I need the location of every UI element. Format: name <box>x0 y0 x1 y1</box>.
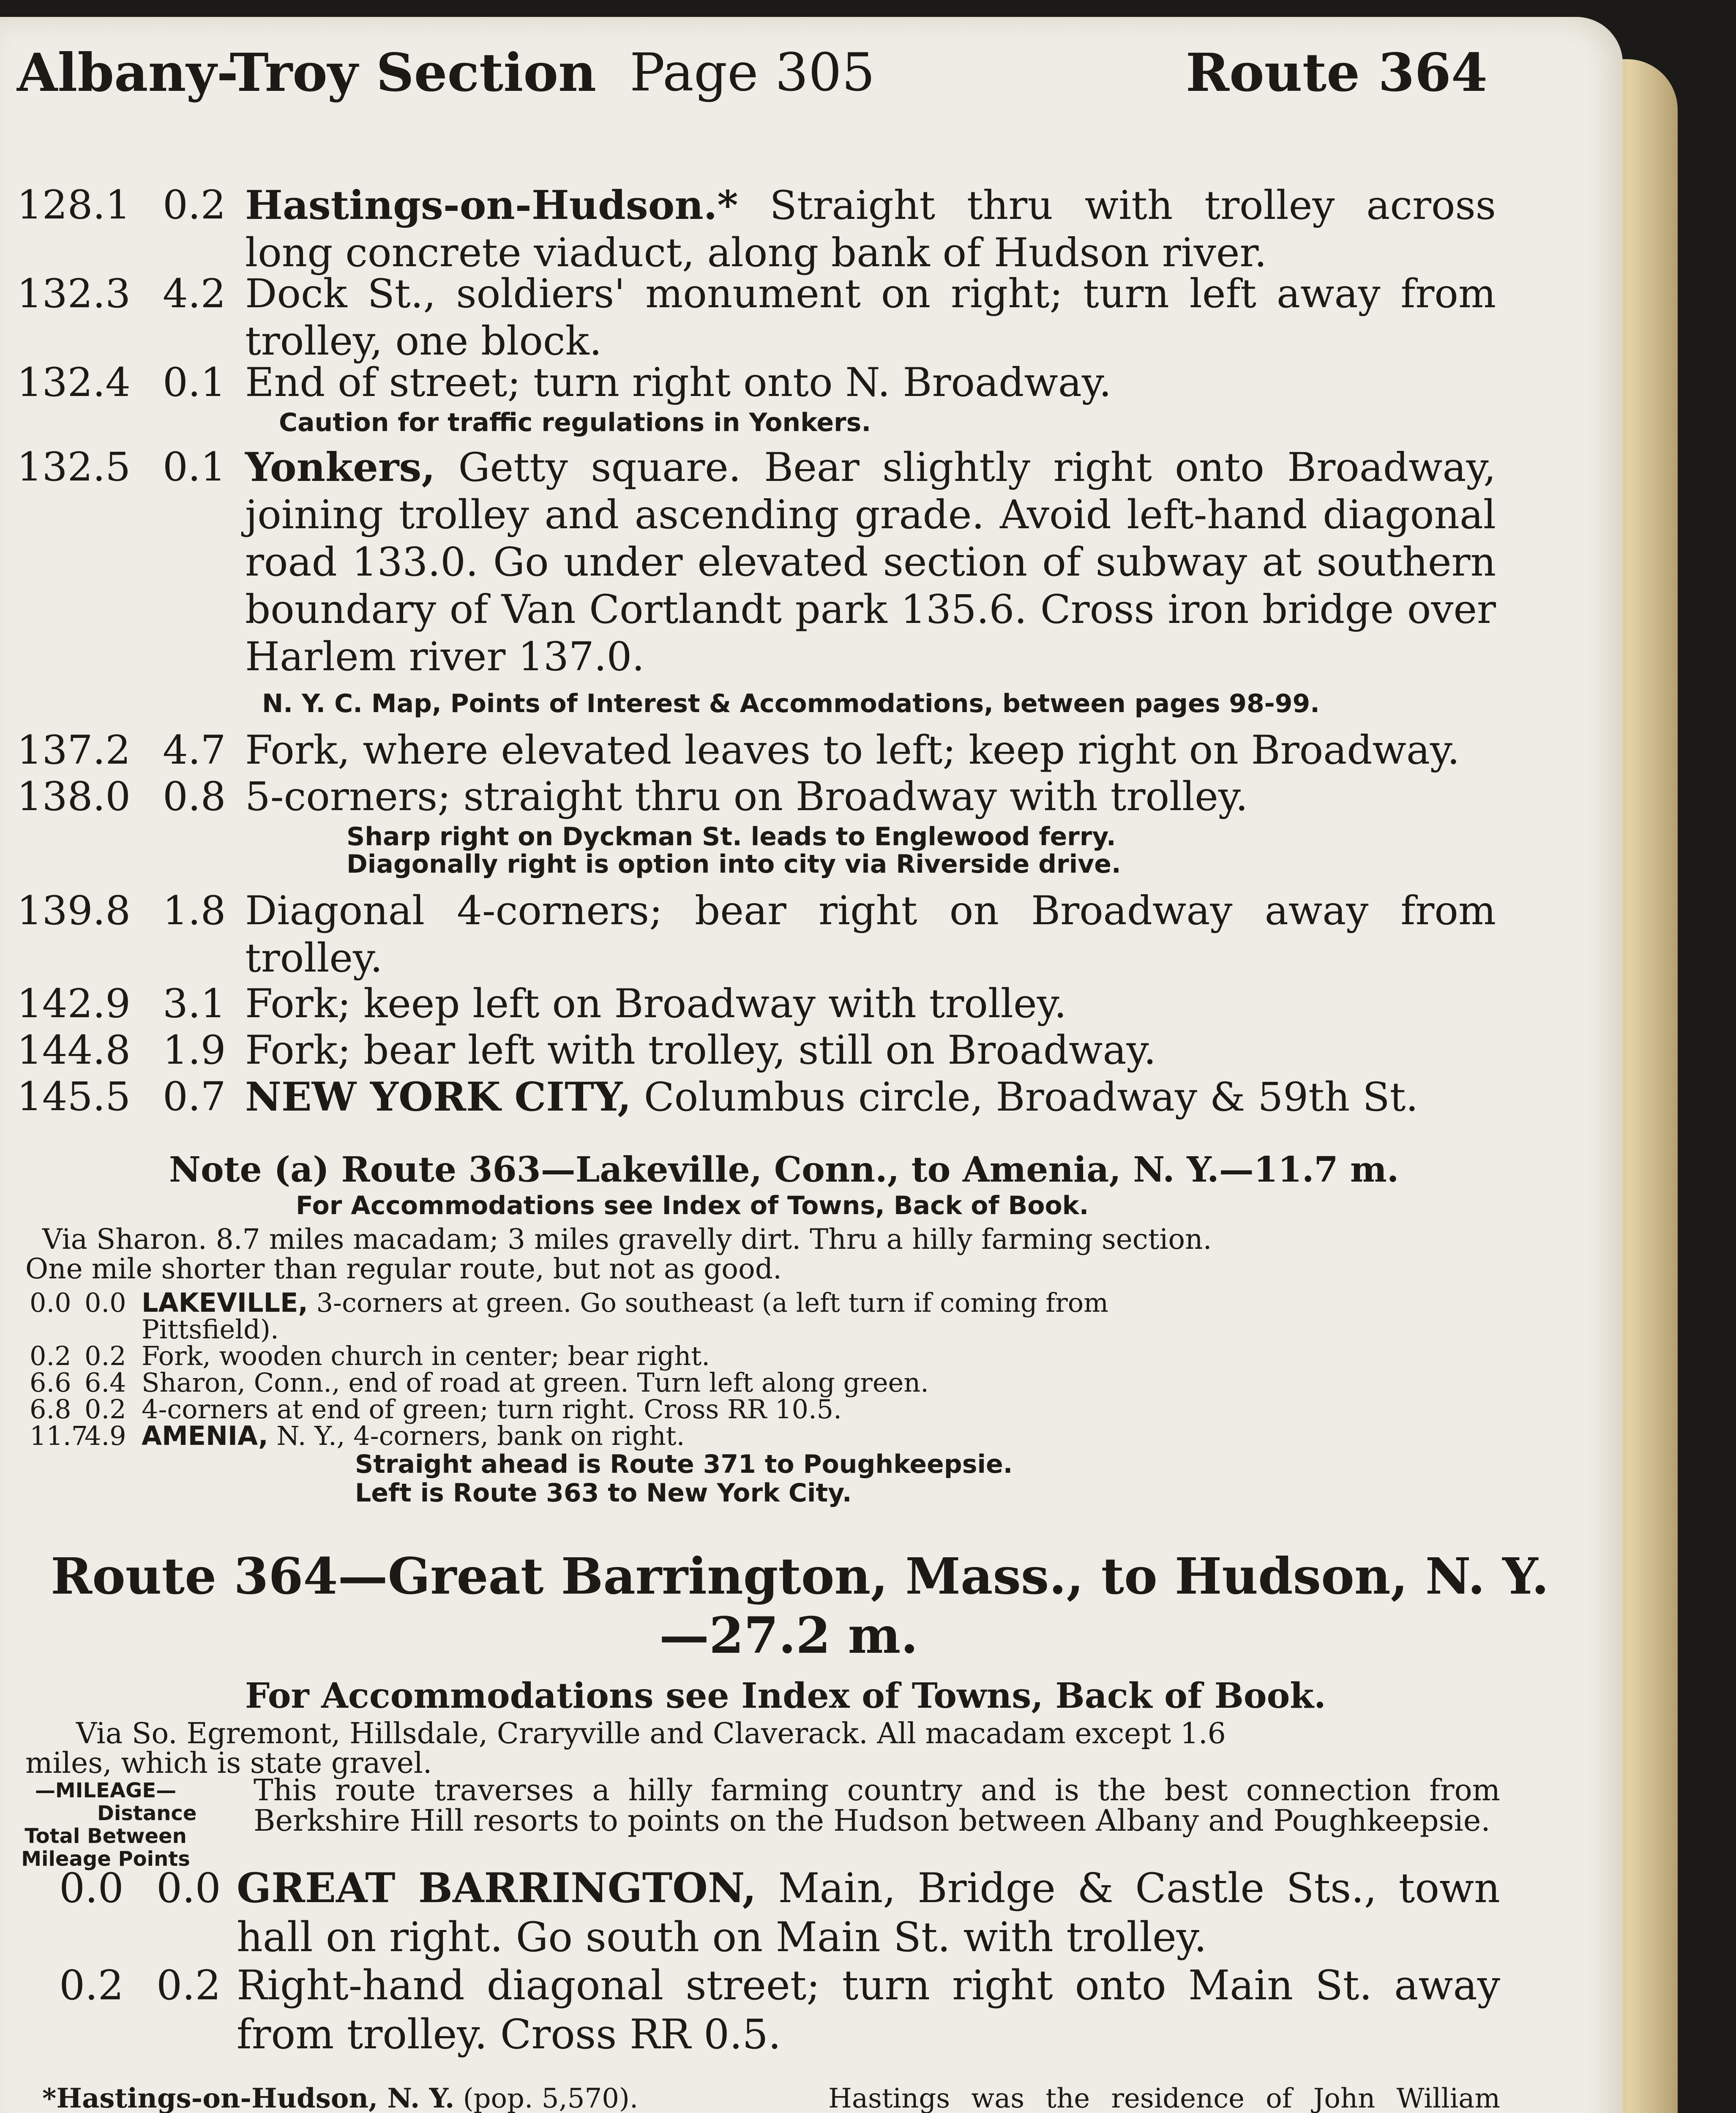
footnote-paragraph: Hastings was the residence of John William <box>828 2083 1500 2113</box>
page-number: Page 305 <box>630 42 875 103</box>
place-name: NEW YORK CITY, <box>245 1074 631 1120</box>
entry-directions: Getty square. Bear slightly right onto Broadway, joining trolley and ascending grade. Avoid left-hand diagonal road 133.0. Go under elevated section of subway at southern boundary of Van Cortlandt park 135.6. Cross iron bridge over Harlem river 137.0. <box>245 445 1496 680</box>
footnote-heading <box>42 2079 744 2113</box>
leg-distance: 4.7 <box>163 727 226 773</box>
leg-distance: 1.9 <box>163 1027 226 1073</box>
route-364-via: Via So. Egremont, Hillsdale, Craryville and Claverack. All macadam except 1.6 <box>76 1717 1226 1750</box>
route-364-title: Route 364—Great Barrington, Mass., to Hudson, N. Y. <box>51 1547 1549 1605</box>
total-mileage: 132.3 <box>17 271 131 317</box>
leg-distance: 4.2 <box>163 271 226 317</box>
total-mileage: 6.6 <box>30 1367 71 1398</box>
note-a-accommodations: For Accommodations see Index of Towns, Back of Book. <box>296 1191 1089 1220</box>
mileage-heading: —MILEAGE— <box>35 1779 177 1802</box>
note-a-title: Note (a) Route 363—Lakeville, Conn., to Amenia, N. Y.—11.7 m. <box>169 1149 1399 1190</box>
route-364-distance: —27.2 m. <box>659 1606 918 1665</box>
total-mileage: 138.0 <box>17 774 131 820</box>
footnote-population: (pop. 5,570). <box>463 2083 639 2113</box>
entry-text <box>245 182 1496 277</box>
note-a-via: Via Sharon. 8.7 miles macadam; 3 miles gravelly dirt. Thru a hilly farming section. <box>42 1223 1212 1256</box>
entry-directions: Main, Bridge & Castle Sts., town hall on right. Go south on Main St. with trolley. <box>237 1865 1501 1961</box>
leg-distance: 0.8 <box>163 774 226 820</box>
row-directions: 4-corners at end of green; turn right. Cross RR 10.5. <box>142 1394 842 1425</box>
entry-directions: Fork, where elevated leaves to left; keep right on Broadway. <box>245 727 1460 773</box>
leg-distance: 0.7 <box>163 1074 226 1120</box>
nyc-map-note: N. Y. C. Map, Points of Interest & Accommodations, between pages 98-99. <box>262 689 1320 718</box>
leg-distance: 4.9 <box>85 1420 126 1451</box>
entry-text <box>237 1864 1500 1962</box>
leg-distance: 6.4 <box>85 1367 126 1398</box>
entry-directions: Fork; bear left with trolley, still on Broadway. <box>245 1027 1156 1073</box>
total-mileage: 128.1 <box>17 182 131 228</box>
total-mileage: 0.2 <box>30 1340 71 1371</box>
entry-text <box>245 444 1496 681</box>
total-mileage: 142.9 <box>17 981 131 1027</box>
mileage-total-label: Total Between <box>25 1824 187 1848</box>
route-364-description: This route traverses a hilly farming country and is the best connection from Berkshire Hill resorts to points on the Hudson between Albany and Poughkeepsie. <box>254 1773 1500 1838</box>
riverside-note: Diagonally right is option into city via Riverside drive. <box>347 849 1121 879</box>
place-name: GREAT BARRINGTON, <box>237 1864 756 1912</box>
entry-directions: Right-hand diagonal street; turn right onto Main St. away from trolley. Cross RR 0.5. <box>237 1962 1500 2058</box>
total-mileage: 0.0 <box>59 1865 124 1912</box>
note-a-straight: Straight ahead is Route 371 to Poughkeepsie. <box>355 1450 1013 1479</box>
total-mileage: 0.2 <box>59 1962 124 2009</box>
row-text <box>142 1422 685 1450</box>
row-text <box>142 1289 1108 1317</box>
leg-distance: 0.2 <box>163 182 226 228</box>
dyckman-note: Sharp right on Dyckman St. leads to Englewood ferry. <box>347 822 1116 852</box>
row-directions: Sharon, Conn., end of road at green. Turn left along green. <box>142 1367 929 1398</box>
leg-distance: 0.2 <box>85 1394 126 1425</box>
leg-distance: 0.1 <box>163 360 226 406</box>
mileage-distance-label: Distance <box>97 1802 197 1825</box>
total-mileage: 132.4 <box>17 360 131 406</box>
total-mileage: 137.2 <box>17 727 131 773</box>
mileage-label <box>21 1779 197 1871</box>
entry-directions: Columbus circle, Broadway & 59th St. <box>644 1074 1419 1120</box>
route-364-via-2: miles, which is state gravel. <box>25 1747 432 1780</box>
place-name: LAKEVILLE, <box>142 1287 308 1318</box>
footnote-title: *Hastings-on-Hudson, N. Y. <box>42 2083 455 2113</box>
row-directions: 3-corners at green. Go southeast (a left turn if coming from <box>316 1287 1108 1318</box>
row-directions: Pittsfield). <box>142 1314 279 1345</box>
page-header <box>17 42 1488 123</box>
leg-distance: 0.0 <box>85 1287 126 1318</box>
leg-distance: 0.1 <box>163 444 226 490</box>
note-a-left: Left is Route 363 to New York City. <box>355 1478 852 1508</box>
entry-directions: Diagonal 4-corners; bear right on Broadway away from trolley. <box>245 888 1496 981</box>
route-number: Route 364 <box>1185 42 1488 104</box>
section-title: Albany-Troy Section <box>17 42 597 104</box>
total-mileage: 139.8 <box>17 888 131 934</box>
leg-distance: 0.2 <box>156 1962 221 2009</box>
entry-directions: Straight thru with trolley across long concrete viaduct, along bank of Hudson river. <box>245 183 1496 276</box>
row-directions: Fork, wooden church in center; bear right. <box>142 1340 710 1371</box>
total-mileage: 0.0 <box>30 1287 71 1318</box>
entry-directions: End of street; turn right onto N. Broadway. <box>245 360 1112 406</box>
mileage-points-label: Mileage Points <box>21 1847 190 1871</box>
leg-distance: 1.8 <box>163 888 226 934</box>
leg-distance: 0.2 <box>85 1340 126 1371</box>
entry-text <box>245 1073 1496 1121</box>
place-name: Hastings-on-Hudson.* <box>245 182 738 229</box>
place-name: AMENIA, <box>142 1420 268 1451</box>
footnote-left-column <box>42 2079 744 2113</box>
entry-directions: Fork; keep left on Broadway with trolley. <box>245 981 1067 1027</box>
total-mileage: 11.7 <box>30 1420 88 1451</box>
place-name: Yonkers, <box>245 444 436 491</box>
guidebook-page <box>0 17 1623 2113</box>
total-mileage: 144.8 <box>17 1027 131 1073</box>
caution-note: Caution for traffic regulations in Yonkers. <box>279 408 871 437</box>
route-364-accommodations: For Accommodations see Index of Towns, Back of Book. <box>245 1676 1326 1716</box>
entry-directions: Dock St., soldiers' monument on right; turn left away from trolley, one block. <box>245 271 1496 364</box>
footnote-right-column <box>828 2079 1500 2113</box>
leg-distance: 3.1 <box>163 981 226 1027</box>
total-mileage: 6.8 <box>30 1394 71 1425</box>
leg-distance: 0.0 <box>156 1865 221 1912</box>
entry-directions: 5-corners; straight thru on Broadway with trolley. <box>245 774 1248 820</box>
total-mileage: 132.5 <box>17 444 131 490</box>
row-directions: N. Y., 4-corners, bank on right. <box>276 1420 685 1451</box>
total-mileage: 145.5 <box>17 1074 131 1120</box>
note-a-shorter: One mile shorter than regular route, but not as good. <box>25 1253 782 1285</box>
